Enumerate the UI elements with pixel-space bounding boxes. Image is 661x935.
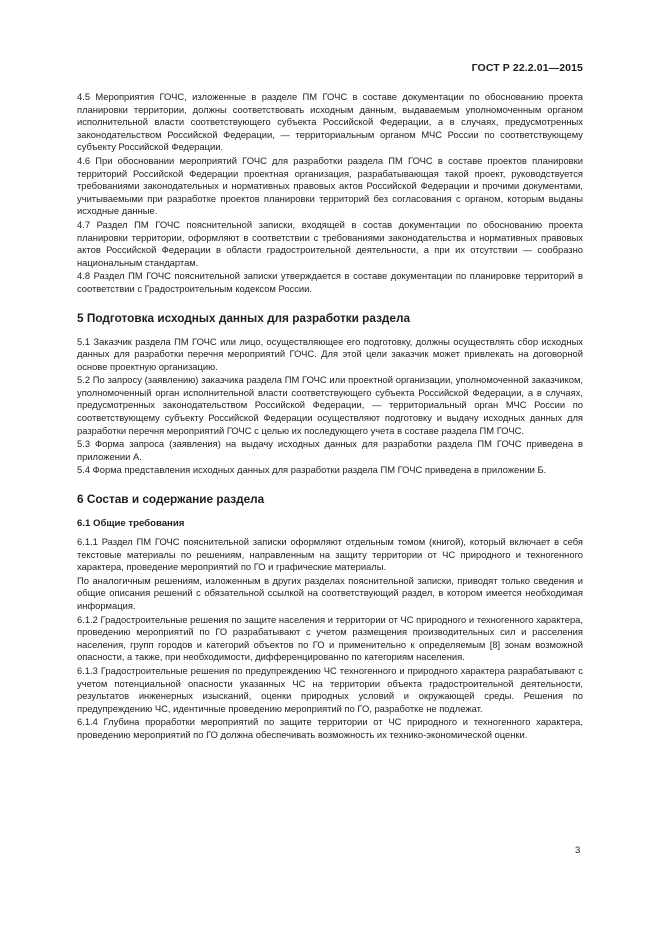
paragraph-5-4: 5.4 Форма представления исходных данных для разработки раздела ПМ ГОЧС приведена в приложении Б. (77, 464, 547, 476)
paragraph-5-3: 5.3 Форма запроса (заявления) на выдачу исходных данных для разработки раздела ПМ ГОЧС приведена в приложении А. (77, 438, 583, 462)
page-number: 3 (575, 845, 581, 856)
paragraph-5-1: 5.1 Заказчик раздела ПМ ГОЧС или лицо, осуществляющее его подготовку, должны осуществлять сбор исходных данных для разработки перечня мероприятий ГОЧС. Для этой цели заказчик может привлекать на договорной основе проектную организацию. (77, 335, 583, 372)
document-body (77, 91, 583, 743)
paragraph-6-1-1: 6.1.1 Раздел ПМ ГОЧС пояснительной записки оформляют отдельным томом (книгой), который включает в себя текстовые материалы по решениям, направленным на защиту территории от ЧС природного и техногенного характера, проведение мероприятий по ГО и графические материалы. (77, 536, 583, 573)
paragraph-4-7: 4.7 Раздел ПМ ГОЧС пояснительной записки, входящей в состав документации по обоснованию проекта планировки территории, оформляют в соответствии с требованиями законодательства и нормативных правовых актов Российской Федерации в области градостроительной деятельности, а при их отсутствии — сообразно национальным стандартам. (77, 218, 583, 268)
paragraph-4-8: 4.8 Раздел ПМ ГОЧС пояснительной записки утверждается в составе документации по планировке территорий в соответствии с Градостроительным кодексом России. (77, 270, 583, 294)
paragraph-4-6: 4.6 При обосновании мероприятий ГОЧС для разработки раздела ПМ ГОЧС в составе проектов планировки территорий Российской Федерации проектная организация, разрабатывающая такой проект, руководствуется требованиями законодательных и нормативных правовых актов Российской Федерации и прочими документами, учитываемыми при разработке проектов планировки территорий без согласования с органом, которым выданы исходные данные. (77, 154, 583, 217)
paragraph-5-2: 5.2 По запросу (заявлению) заказчика раздела ПМ ГОЧС или проектной организации, уполномоченной заказчиком, уполномоченный орган исполнительной власти соответствующего субъекта Российской Федерации, а в случаях, предусмотренных законодательством Российской Федерации, — территориальный орган МЧС России по соответствующему субъекту Российской Федерации осуществляют подготовку и выдачу исходных данных для разработки перечня мероприятий ГОЧС с целью их последующего учета в составе раздела ПМ ГОЧС. (77, 374, 583, 436)
section-5-title: 5 Подготовка исходных данных для разработки раздела (77, 310, 411, 325)
paragraph-6-1-1-cont: По аналогичным решениям, изложенным в других разделах пояснительной записки, приводят только сведения и общие описания решений с обязательной ссылкой на соответствующий раздел, в котором имеется необходимая информация. (77, 574, 583, 611)
subsection-6-1-title: 6.1 Общие требования (77, 518, 185, 530)
paragraph-6-1-4: 6.1.4 Глубина проработки мероприятий по защите территории от ЧС природного и техногенного характера, проведению мероприятий по ГО должна обеспечивать возможность их технико-экономической оценки. (77, 716, 583, 740)
paragraph-4-5: 4.5 Мероприятия ГОЧС, изложенные в разделе ПМ ГОЧС в составе документации по обоснованию проекта планировки территории, должны соответствовать исходным данным, выдаваемым уполномоченным органом исполнительной власти соответствующего субъекта Российской Федерации, а в случаях, предусмотренных законодательством Российской Федерации, — территориальным органом МЧС России по соответствующему субъекту Российской Федерации. (77, 91, 583, 153)
standard-header: ГОСТ Р 22.2.01—2015 (471, 62, 583, 74)
section-6-title: 6 Состав и содержание раздела (77, 492, 265, 507)
paragraph-6-1-3: 6.1.3 Градостроительные решения по предупреждению ЧС техногенного и природного характера разрабатывают с учетом потенциальной опасности указанных ЧС на территории объекта градостроительной деятельности, результатов инженерных изысканий, оценки природных условий и окружающей среды. Решения по предупреждению ЧС, идентичные проведению мероприятий по ГО, разработке не подлежат. (77, 664, 583, 714)
paragraph-6-1-2: 6.1.2 Градостроительные решения по защите населения и территории от ЧС природного и техногенного характера, проведению мероприятий по ГО разрабатывают с учетом размещения производительных сил и расселения населения, групп городов и категорий объектов по ГО и применительно к определяемым [8] зонам возможной опасности, а также, при необходимости, дифференцированно по категориям населения. (77, 613, 583, 663)
